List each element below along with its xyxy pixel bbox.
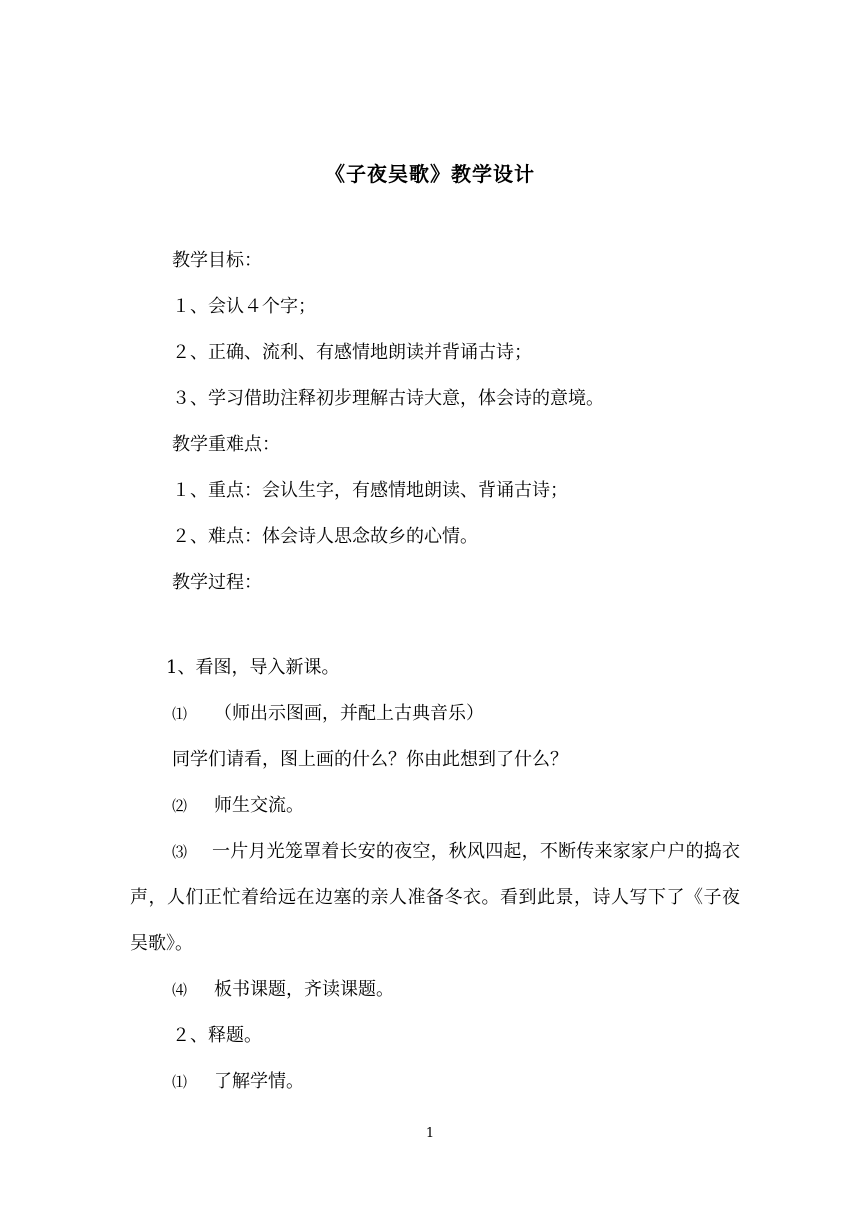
step-1-heading: 1、看图，导入新课。 [166,657,340,678]
item-number: ⑶ [172,843,188,861]
step-1-item [172,783,304,829]
item-text: 了解学情。 [214,1071,304,1092]
item-number: ⑴ [172,705,188,723]
item-number: ⑴ [172,1073,188,1091]
step-2-item [172,1059,304,1105]
goal-item: １、会认４个字； [172,296,316,317]
goals-heading: 教学目标： [172,250,262,271]
item-text: 师生交流。 [214,795,304,816]
item-text: 同学们请看，图上画的什么？你由此想到了什么？ [172,749,568,770]
step-1-item-3-text: 一片月光笼罩着长安的夜空，秋风四起，不断传来家家户户的捣衣声，人们正忙着给远在边塞的亲人准备冬衣。看到此景，诗人写下了《子夜吴歌》。 [130,841,740,954]
goal-item: ２、正确、流利、有感情地朗读并背诵古诗； [172,342,532,363]
keypoints-heading: 教学重难点： [172,434,280,455]
goal-item: ３、学习借助注释初步理解古诗大意，体会诗的意境。 [172,388,604,409]
document-title: 《子夜吴歌》教学设计 [325,162,535,186]
step-2-heading: ２、释题。 [172,1025,262,1046]
item-number: ⑷ [172,981,188,999]
item-number: ⑵ [172,797,188,815]
item-text: 板书课题，齐读课题。 [214,979,394,1000]
item-text: （师出示图画，并配上古典音乐） [214,703,484,724]
step-1-item [172,691,484,737]
step-1-item [172,737,568,783]
keypoint-item: ２、难点：体会诗人思念故乡的心情。 [172,526,478,547]
keypoint-item: １、重点：会认生字，有感情地朗读、背诵古诗； [172,480,568,501]
step-1-item [172,967,394,1013]
page-number: 1 [425,1126,435,1141]
process-heading: 教学过程： [172,572,262,593]
